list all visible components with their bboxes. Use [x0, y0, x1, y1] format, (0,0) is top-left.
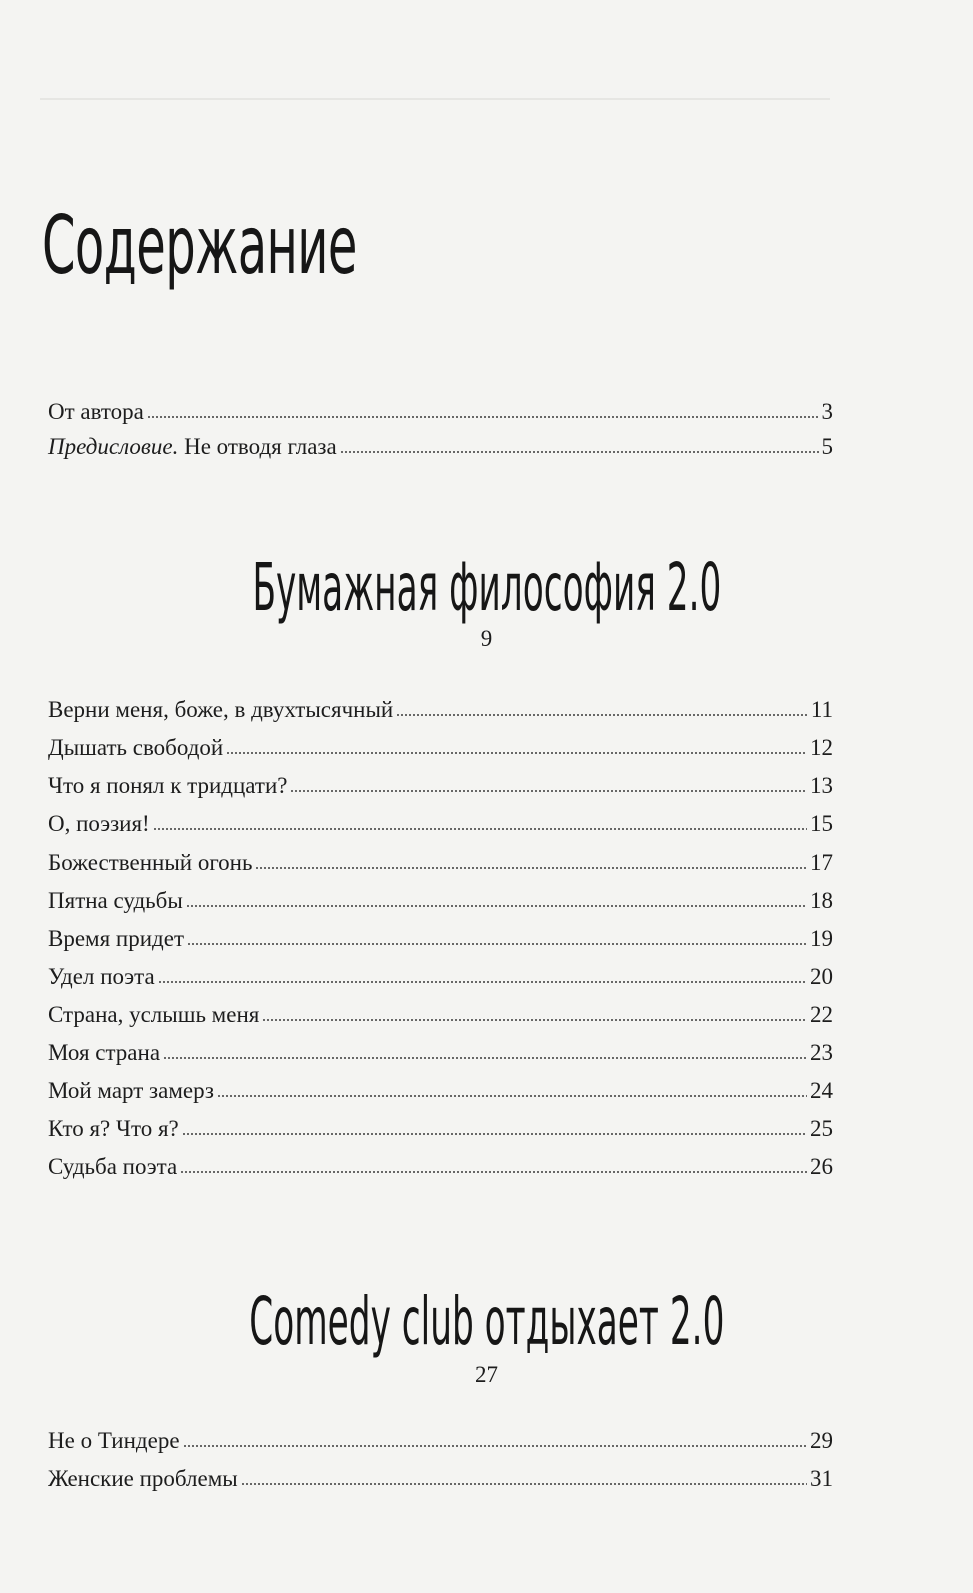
entry-page: 11 — [810, 697, 833, 722]
entry-title: Судьба поэта — [48, 1154, 178, 1179]
entry-title: Божественный огонь — [48, 850, 253, 875]
entry-page: 18 — [810, 888, 833, 913]
toc-entry — [48, 959, 833, 991]
toc-entry — [48, 1111, 833, 1143]
entry-title: Дышать свободой — [48, 735, 224, 760]
dot-leader — [217, 1093, 807, 1099]
section-page-number: 27 — [475, 1362, 498, 1387]
toc-entry-preface — [48, 429, 833, 461]
toc-entry — [48, 921, 833, 953]
dot-leader — [186, 903, 807, 909]
dot-leader — [180, 1169, 807, 1175]
toc-entry — [48, 1035, 833, 1067]
dot-leader — [182, 1131, 807, 1137]
entry-title: О, поэзия! — [48, 811, 150, 836]
toc-entry — [48, 997, 833, 1029]
entry-title: Моя страна — [48, 1040, 161, 1065]
entry-title: Мой март замерз — [48, 1078, 214, 1103]
entry-title: Не о Тиндере — [48, 1428, 180, 1453]
dot-leader — [241, 1481, 807, 1487]
toc-entry-from-author — [48, 394, 833, 426]
entry-page: 17 — [810, 850, 833, 875]
entry-page: 12 — [810, 735, 833, 760]
dot-leader — [183, 1443, 807, 1449]
entry-title: Время придет — [48, 926, 185, 951]
section-title-comedy-club — [0, 1282, 973, 1362]
dot-leader — [396, 712, 808, 718]
toc-entry — [48, 768, 833, 800]
entry-title: Удел поэта — [48, 964, 155, 989]
toc-entry — [48, 1423, 833, 1455]
entry-page: 19 — [810, 926, 833, 951]
dot-leader — [340, 449, 819, 455]
entry-page: 29 — [810, 1428, 833, 1453]
dot-leader — [147, 414, 819, 420]
entry-page: 3 — [821, 399, 833, 424]
toc-entry — [48, 1149, 833, 1181]
page-title: Содержание — [42, 199, 357, 292]
entry-page: 24 — [810, 1078, 833, 1103]
dot-leader — [255, 865, 807, 871]
dot-leader — [158, 979, 807, 985]
dot-leader — [226, 750, 807, 756]
section-title-text: Comedy club отдыхает 2.0 — [248, 1283, 725, 1360]
toc-entry — [48, 845, 833, 877]
dot-leader — [153, 826, 807, 832]
entry-page: 22 — [810, 1002, 833, 1027]
entry-title-rest: Не отводя глаза — [184, 434, 337, 459]
entry-title — [48, 433, 337, 461]
toc-entry — [48, 883, 833, 915]
entry-title: Женские проблемы — [48, 1466, 238, 1491]
entry-page: 23 — [810, 1040, 833, 1065]
entry-title: Кто я? Что я? — [48, 1116, 179, 1141]
entry-page: 20 — [810, 964, 833, 989]
toc-entry — [48, 1461, 833, 1493]
section-page-number: 9 — [480, 626, 493, 651]
toc-entry — [48, 1073, 833, 1105]
dot-leader — [187, 941, 807, 947]
entry-page: 13 — [810, 773, 833, 798]
entry-title-italic: Предисловие. — [48, 434, 179, 459]
entry-title: Верни меня, боже, в двухтысячный — [48, 697, 394, 722]
section-title-text: Бумажная философия 2.0 — [252, 549, 721, 626]
section-title-paper-philosophy — [0, 548, 973, 628]
toc-entry — [48, 730, 833, 762]
entry-page: 15 — [810, 811, 833, 836]
dot-leader — [262, 1017, 807, 1023]
entry-title: Пятна судьбы — [48, 888, 183, 913]
toc-entry — [48, 692, 833, 724]
dot-leader — [290, 788, 807, 794]
entry-title: Что я понял к тридцати? — [48, 773, 288, 798]
dot-leader — [163, 1055, 807, 1061]
running-header-rule — [40, 88, 830, 100]
entry-page: 5 — [821, 434, 833, 459]
toc-entry — [48, 806, 833, 838]
entry-page: 31 — [810, 1466, 833, 1491]
entry-page: 25 — [810, 1116, 833, 1141]
entry-title: От автора — [48, 399, 144, 424]
entry-title: Страна, услышь меня — [48, 1002, 260, 1027]
entry-page: 26 — [810, 1154, 833, 1179]
